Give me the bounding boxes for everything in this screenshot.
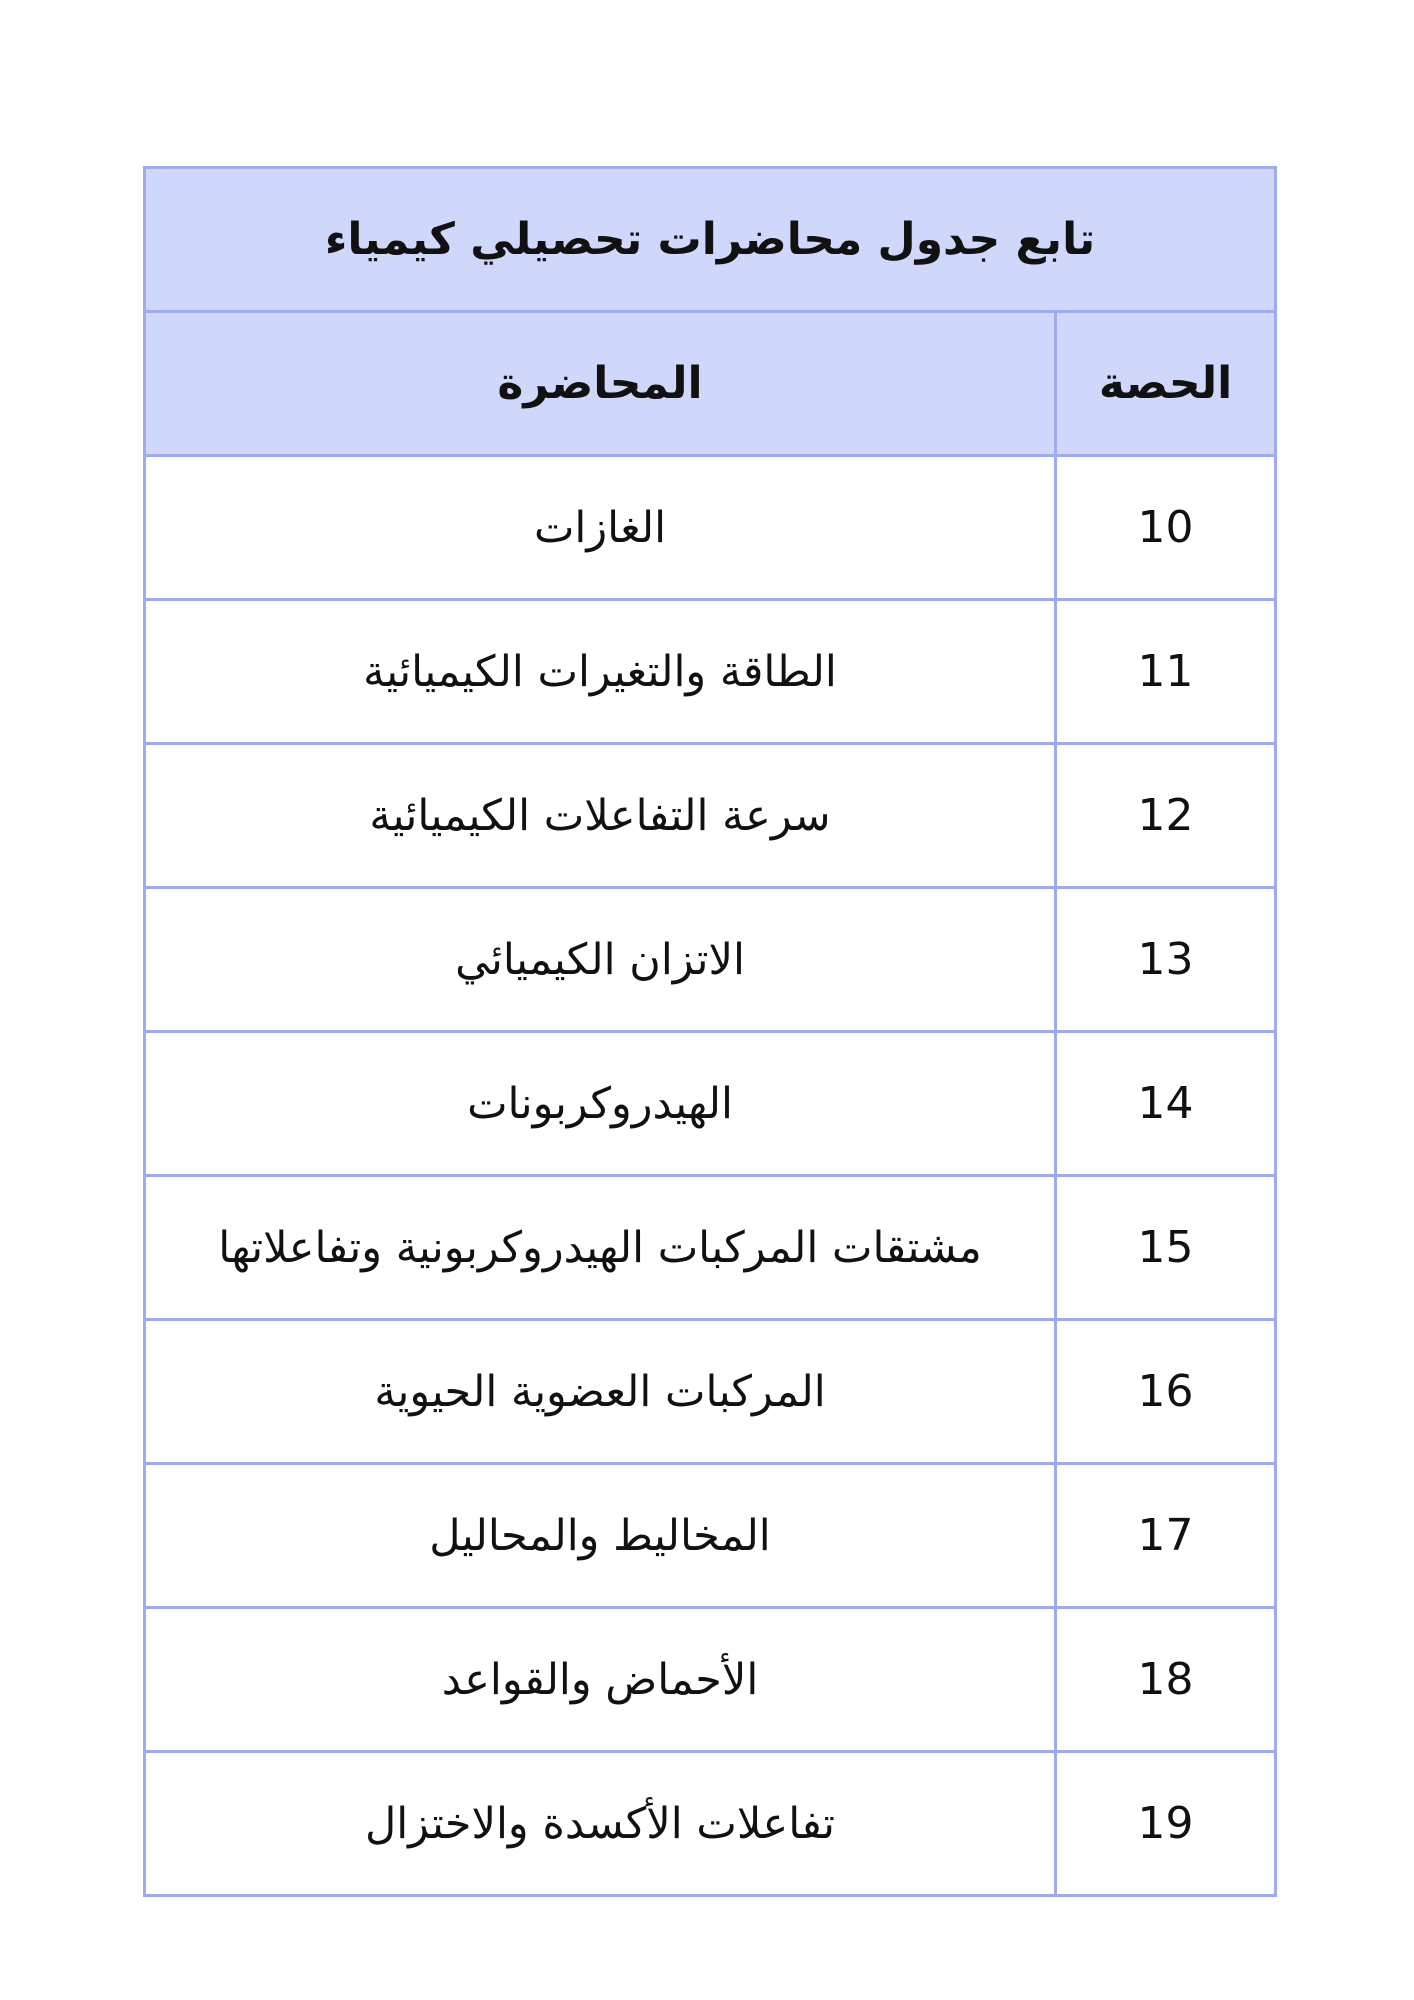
session-number: 19 (1056, 1752, 1276, 1896)
session-number: 10 (1056, 456, 1276, 600)
lecture-schedule-table (143, 166, 1277, 1897)
table-row (145, 1176, 1276, 1320)
lecture-title: الطاقة والتغيرات الكيميائية (145, 600, 1056, 744)
table-row (145, 1320, 1276, 1464)
lecture-title: الغازات (145, 456, 1056, 600)
lecture-title: المركبات العضوية الحيوية (145, 1320, 1056, 1464)
session-number: 17 (1056, 1464, 1276, 1608)
table-title: تابع جدول محاضرات تحصيلي كيمياء (145, 168, 1276, 312)
lecture-title: الأحماض والقواعد (145, 1608, 1056, 1752)
table-row (145, 1752, 1276, 1896)
lecture-title: تفاعلات الأكسدة والاختزال (145, 1752, 1056, 1896)
session-number: 12 (1056, 744, 1276, 888)
lecture-title: المخاليط والمحاليل (145, 1464, 1056, 1608)
table-row (145, 1608, 1276, 1752)
session-number: 13 (1056, 888, 1276, 1032)
lecture-title: الاتزان الكيميائي (145, 888, 1056, 1032)
session-number: 14 (1056, 1032, 1276, 1176)
table-row (145, 1464, 1276, 1608)
lecture-title: مشتقات المركبات الهيدروكربونية وتفاعلاتها (145, 1176, 1056, 1320)
table-row (145, 744, 1276, 888)
lecture-title: الهيدروكربونات (145, 1032, 1056, 1176)
session-column-header: الحصة (1056, 312, 1276, 456)
table-row (145, 888, 1276, 1032)
table-row (145, 456, 1276, 600)
table-row (145, 1032, 1276, 1176)
table-row (145, 600, 1276, 744)
title-row (145, 168, 1276, 312)
session-number: 15 (1056, 1176, 1276, 1320)
session-number: 11 (1056, 600, 1276, 744)
session-number: 18 (1056, 1608, 1276, 1752)
session-number: 16 (1056, 1320, 1276, 1464)
lecture-title: سرعة التفاعلات الكيميائية (145, 744, 1056, 888)
header-row (145, 312, 1276, 456)
lecture-column-header: المحاضرة (145, 312, 1056, 456)
